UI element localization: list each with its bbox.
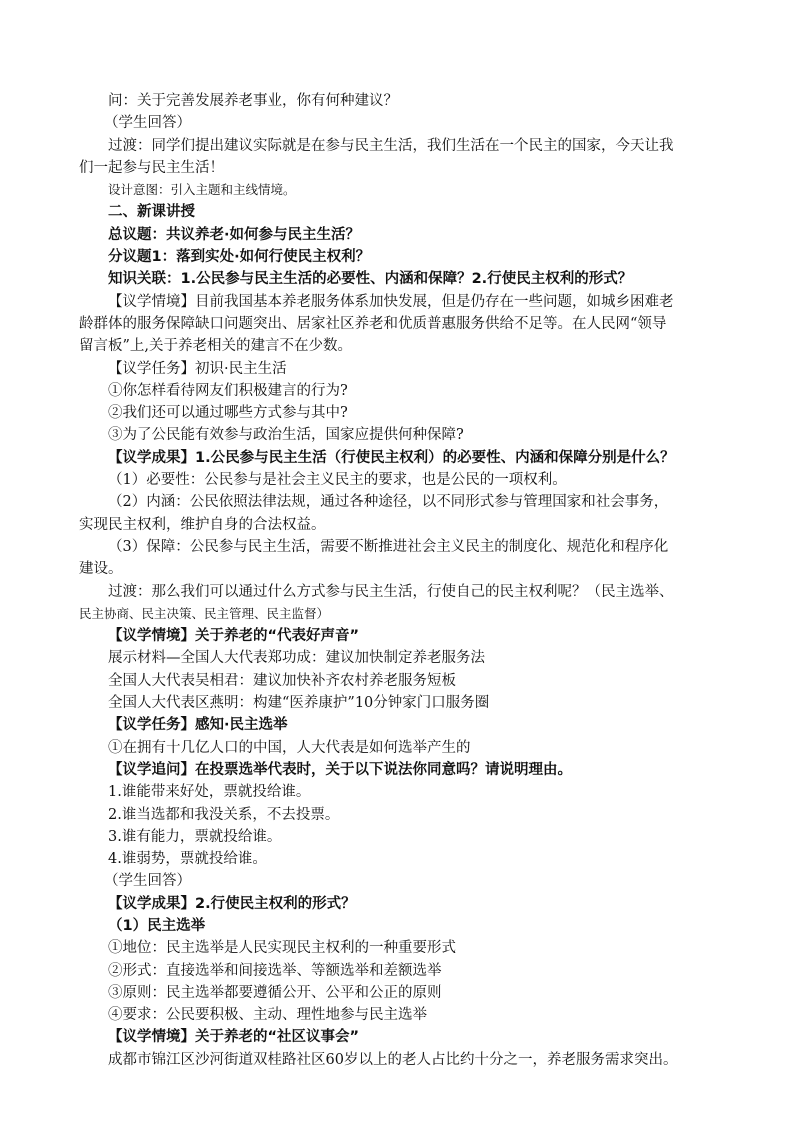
text-line: 留言板”上,关于养老相关的建言不在少数。: [79, 338, 353, 355]
text-line: ②形式：直接选举和间接选举、等额选举和差额选举: [108, 962, 442, 979]
text-line: 实现民主权利，维护自身的合法权益。: [79, 516, 326, 533]
text-line: 【议学成果】1.公民参与民主生活（行使民主权利）的必要性、内涵和保障分别是什么？: [108, 449, 675, 466]
text-line: 【议学任务】感知·民主选举: [108, 717, 288, 734]
text-line: 3.谁有能力，票就投给谁。: [108, 828, 282, 845]
text-line: 分议题1：落到实处·如何行使民主权利？: [108, 249, 371, 266]
text-line: 建设。: [79, 561, 123, 578]
text-line: 展示材料—全国人大代表郑功成：建议加快制定养老服务法: [108, 650, 485, 667]
text-line: ①在拥有十几亿人口的中国，人大代表是如何选举产生的: [108, 739, 471, 756]
text-line: 知识关联：1.公民参与民主生活的必要性、内涵和保障？2.行使民主权利的形式？: [108, 271, 633, 288]
text-line: 全国人大代表区燕明：构建“医养康护”10分钟家门口服务圈: [108, 695, 490, 712]
text-line: （2）内涵：公民依照法律法规，通过各种途径，以不同形式参与管理国家和社会事务，: [108, 494, 669, 511]
text-line: 二、新课讲授: [108, 204, 195, 221]
text-line: ①地位：民主选举是人民实现民主权利的一种重要形式: [108, 940, 456, 957]
text-line: ①你怎样看待网友们积极建言的行为?: [108, 382, 348, 399]
text-line: ③原则：民主选举都要遵循公开、公平和公正的原则: [108, 984, 442, 1001]
text-line: 【议学情境】关于养老的“代表好声音”: [108, 628, 360, 645]
text-line: 【议学情境】关于养老的“社区议事会”: [108, 1029, 360, 1046]
text-line: （1）必要性：公民参与是社会主义民主的要求，也是公民的一项权利。: [108, 472, 567, 489]
text-line: 【议学追问】在投票选举代表时，关于以下说法你同意吗？请说明理由。: [108, 761, 572, 778]
text-line: （3）保障：公民参与民主生活，需要不断推进社会主义民主的制度化、规范化和程序化: [108, 538, 669, 555]
text-line: 【议学任务】初识·民主生活: [108, 360, 287, 377]
text-line: （1）民主选举: [108, 917, 206, 934]
text-line: 成都市锦江区沙河街道双桂路社区60岁以上的老人占比约十分之一，养老服务需求突出。: [108, 1051, 678, 1068]
text-line: 1.谁能带来好处，票就投给谁。: [108, 784, 311, 801]
text-line: （学生回答）: [104, 115, 191, 132]
text-line: 全国人大代表吴相君：建议加快补齐农村养老服务短板: [108, 672, 456, 689]
text-line: 【议学情境】目前我国基本养老服务体系加快发展，但是仍存在一些问题，如城乡困难老: [108, 293, 674, 310]
text-line: 4.谁弱势，票就投给谁。: [108, 851, 267, 868]
document-body: [79, 90, 729, 1071]
text-line: ③为了公民能有效参与政治生活，国家应提供何种保障?: [108, 427, 464, 444]
text-line: （学生回答）: [104, 873, 191, 890]
text-line: 设计意图：引入主题和主线情境。: [108, 182, 296, 198]
text-line: 民主协商、民主决策、民主管理、民主监督）: [79, 605, 330, 621]
text-line: ④要求：公民要积极、主动、理性地参与民主选举: [108, 1007, 427, 1024]
text-line: 过渡：那么我们可以通过什么方式参与民主生活，行使自己的民主权利呢？（民主选举、: [108, 583, 674, 600]
text-line: 龄群体的服务保障缺口问题突出、居家社区养老和优质普惠服务供给不足等。在人民网“领导: [79, 315, 667, 332]
text-line: 总议题：共议养老·如何参与民主生活？: [108, 226, 361, 243]
text-line: 过渡：同学们提出建议实际就是在参与民主生活，我们生活在一个民主的国家，今天让我: [108, 137, 674, 154]
text-line: 2.谁当选都和我没关系，不去投票。: [108, 806, 340, 823]
text-line: ②我们还可以通过哪些方式参与其中?: [108, 405, 348, 422]
text-line: 们一起参与民主生活！: [79, 159, 224, 176]
text-line: 【议学成果】2.行使民主权利的形式？: [108, 895, 356, 912]
text-line: 问：关于完善发展养老事业，你有何种建议？: [108, 93, 398, 109]
